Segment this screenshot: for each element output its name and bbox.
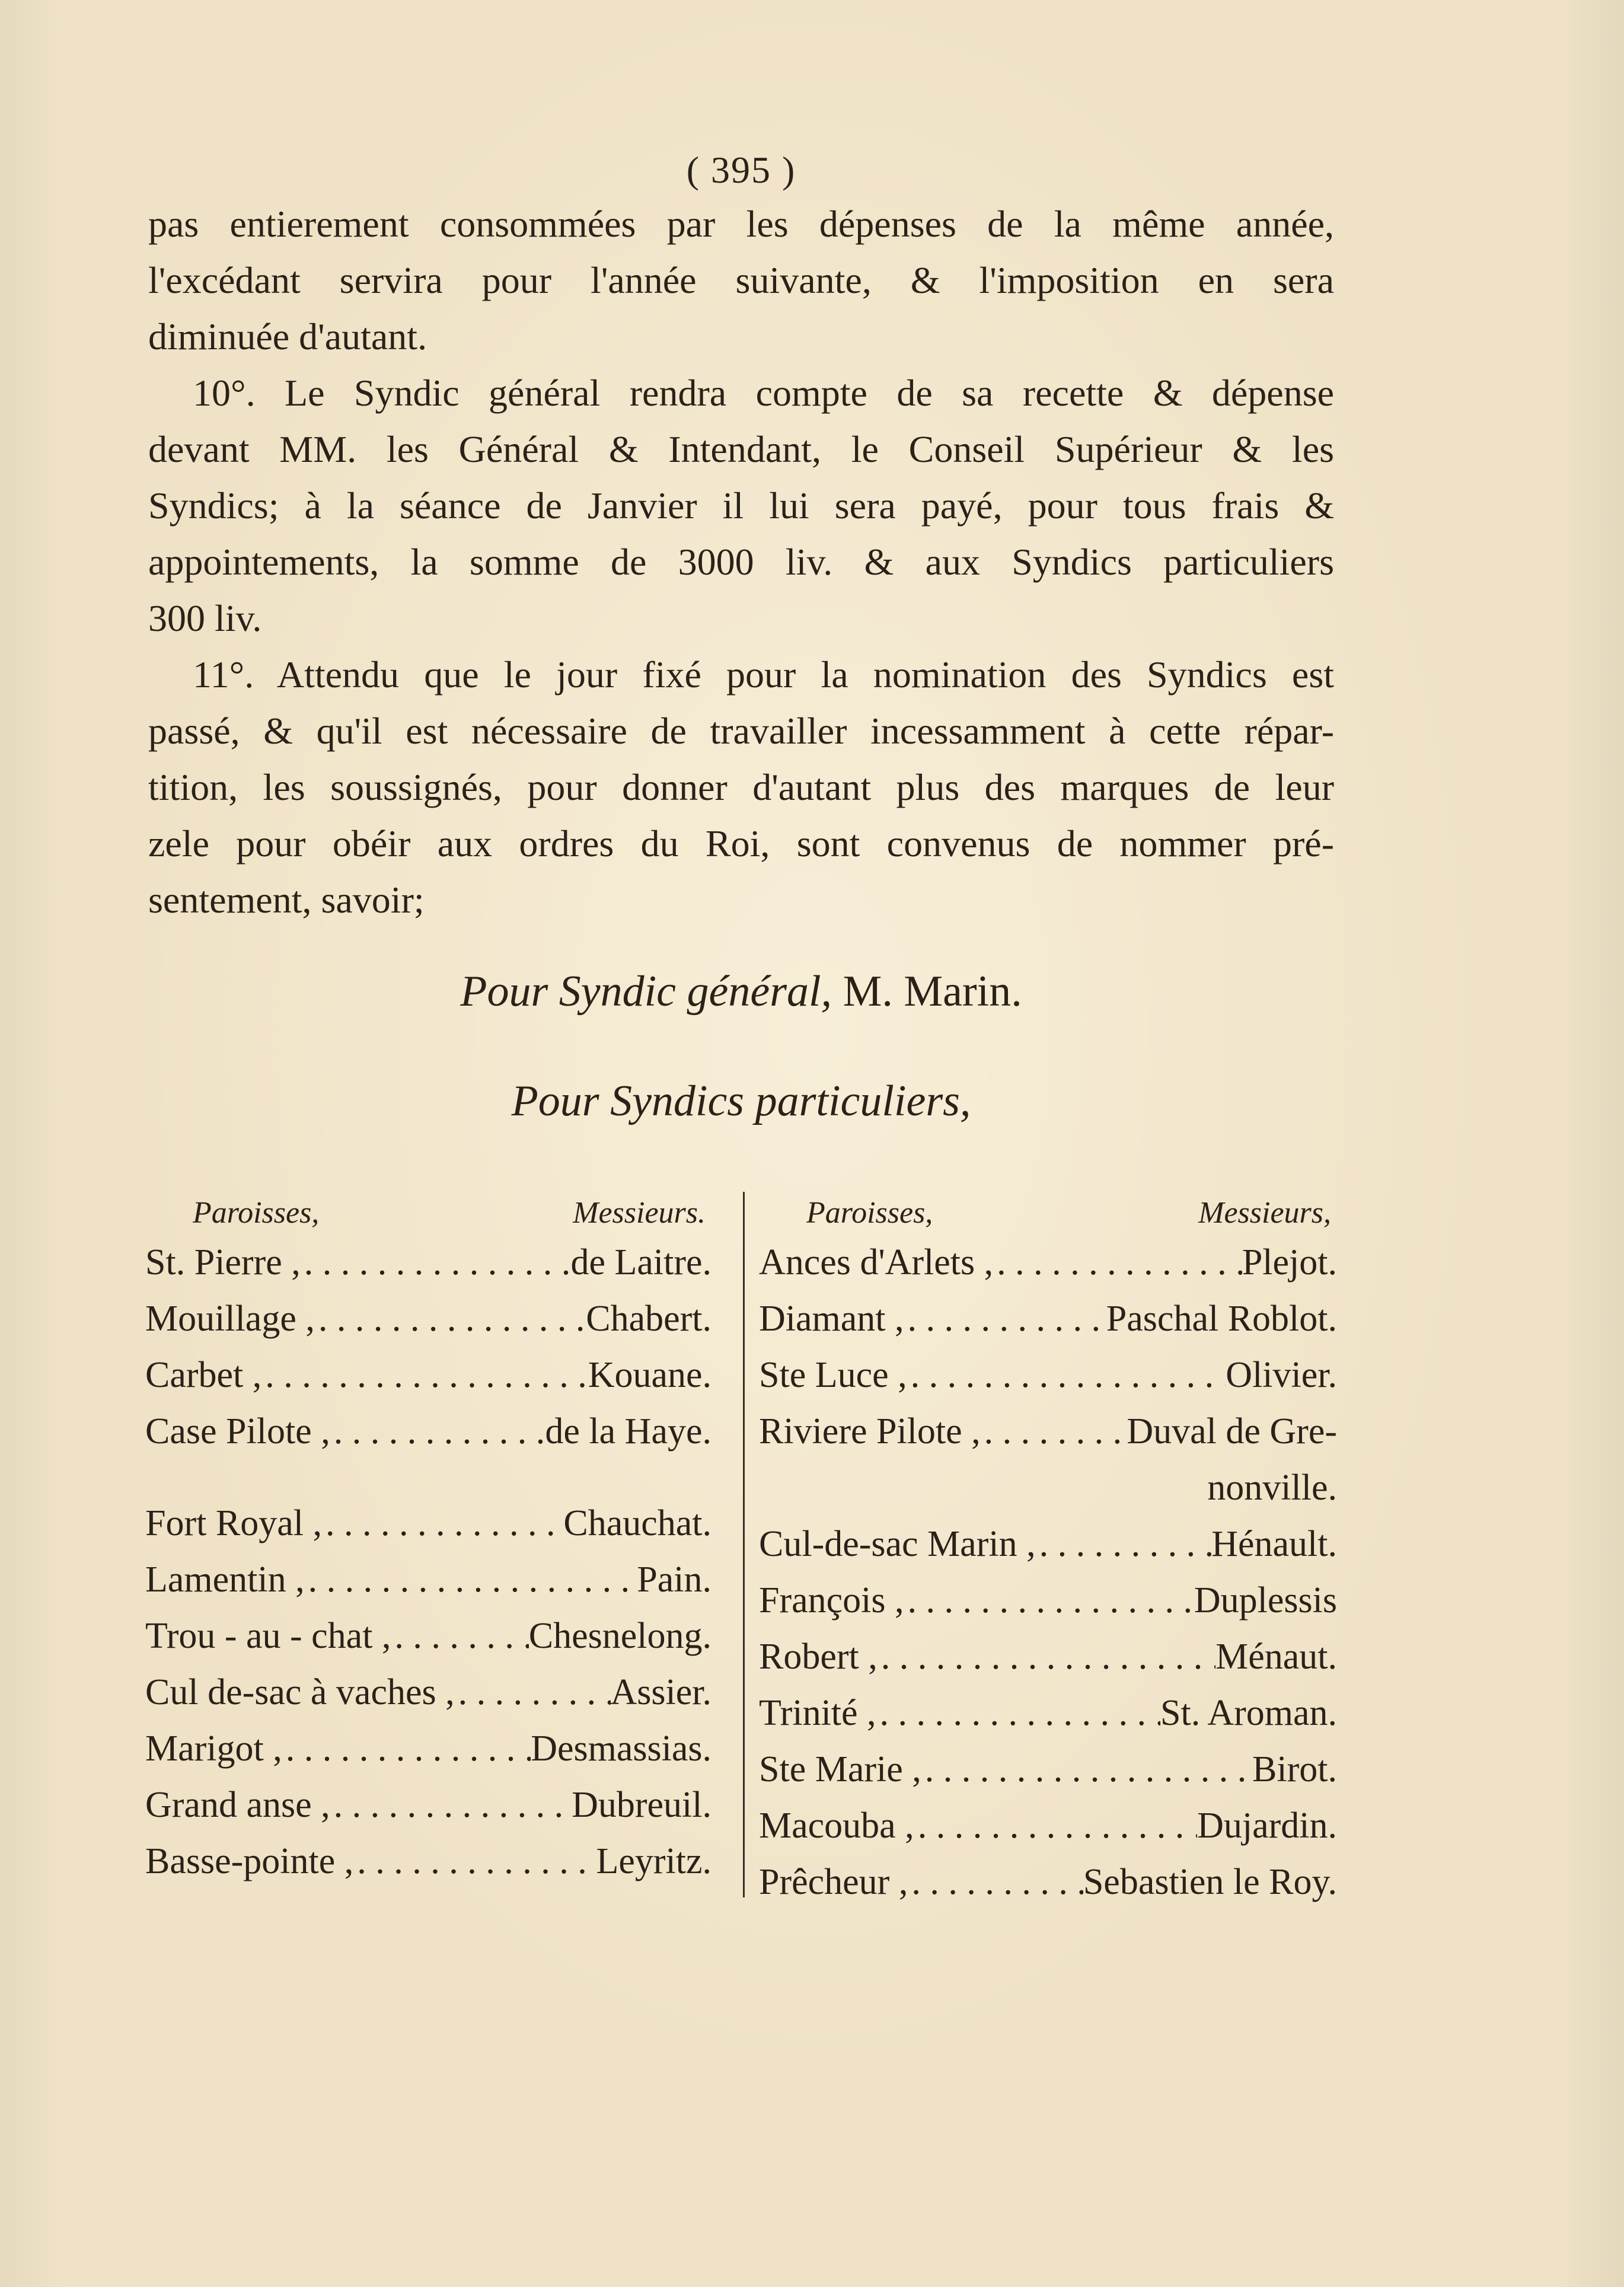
list-item [759,1572,1337,1629]
leader-dots [904,1572,1194,1629]
syndic-name: Birot. [1252,1749,1337,1790]
parish-name: Cul de-sac à vaches , [145,1672,455,1712]
left-column [145,1192,712,1890]
left-column-header [145,1192,712,1235]
text-line: l'excédant servira pour l'année suivante, & l'imposition en sera [148,259,1334,301]
syndic-name: Olivier. [1226,1355,1337,1395]
leader-dots [330,1777,572,1833]
parish-name: Marigot , [145,1728,282,1769]
right-column [759,1192,1337,1910]
leader-dots [907,1347,1226,1404]
list-item [145,1404,712,1460]
parish-name: Case Pilote , [145,1411,330,1452]
syndic-name: Kouane. [588,1355,712,1395]
heading-syndic-general [148,967,1334,1017]
parish-name: Ances d'Arlets , [759,1242,994,1283]
parish-name: Grand anse , [145,1785,330,1825]
syndic-name: Pain. [637,1559,712,1600]
leader-dots [981,1404,1127,1460]
syndic-name: de la Haye. [545,1411,712,1452]
list-item [145,1833,712,1890]
syndic-name: Dujardin. [1197,1806,1337,1846]
list-item [759,1854,1337,1910]
parish-name: Prêcheur , [759,1862,908,1902]
syndic-name: Chabert. [586,1299,712,1339]
header-paroisses: Paroisses, [806,1196,933,1230]
syndic-name: de Laitre. [570,1242,712,1283]
leader-dots [301,1235,571,1291]
parish-name: Cul-de-sac Marin , [759,1524,1036,1564]
text-line: sentement, savoir; [148,879,425,921]
column-divider [743,1192,745,1897]
text-line: 300 liv. [148,597,262,639]
leader-dots [876,1685,1161,1741]
list-item [759,1347,1337,1404]
text-line: 10°. Le Syndic général rendra compte de sa recette & dépense [193,372,1334,414]
text-line: pas entierement consommées par les dépenses de la même année, [148,203,1334,245]
heading-syndic-general-name: M. Marin. [843,967,1022,1016]
list-item [145,1664,712,1721]
leader-dots [353,1833,596,1890]
leader-dots [908,1854,1083,1910]
leader-dots [330,1404,545,1460]
syndic-name: Plejot. [1242,1242,1337,1283]
leader-dots [914,1798,1197,1854]
list-item [759,1629,1337,1685]
list-item [145,1552,712,1608]
leader-dots [282,1721,531,1777]
leader-dots [878,1629,1215,1685]
header-messieurs: Messieurs, [1198,1196,1331,1230]
list-item [759,1685,1337,1741]
list-item [759,1291,1337,1347]
list-item [759,1235,1337,1291]
syndic-name: Hénault. [1211,1524,1337,1564]
heading-syndic-general-label: Pour Syndic général, [460,967,832,1016]
leader-dots [921,1741,1252,1798]
right-column-header [759,1192,1337,1235]
text-line: passé, & qu'il est nécessaire de travailler incessamment à cette répar- [148,710,1334,752]
syndic-name: Leyritz. [596,1841,712,1881]
syndic-name-continuation: nonville. [1207,1468,1337,1508]
list-item [145,1235,712,1291]
heading-syndics-particuliers: Pour Syndics particuliers, [511,1077,971,1125]
parish-name: Fort Royal , [145,1503,322,1543]
leader-dots [315,1291,586,1347]
parish-name: Carbet , [145,1355,262,1395]
parish-name: Ste Marie , [759,1749,921,1790]
parish-name: Ste Luce , [759,1355,907,1395]
parish-name: Diamant , [759,1299,904,1339]
list-item [145,1495,712,1552]
list-item [759,1404,1337,1460]
list-item [145,1347,712,1404]
syndic-name: Duval de Gre- [1127,1411,1337,1452]
body-paragraph [148,196,1334,928]
text-line: diminuée d'autant. [148,315,427,358]
text-line: 11°. Attendu que le jour fixé pour la nomination des Syndics est [193,653,1334,696]
leader-dots [305,1552,637,1608]
parish-name: Macouba , [759,1806,914,1846]
list-item [145,1291,712,1347]
syndic-name: Dubreuil. [572,1785,712,1825]
syndic-name: Sebastien le Roy. [1083,1862,1337,1902]
syndic-name: Assier. [610,1672,712,1712]
text-line: zele pour obéir aux ordres du Roi, sont convenus de nommer pré- [148,822,1334,865]
syndic-name: Chauchat. [563,1503,712,1543]
parish-name: Trinité , [759,1693,876,1733]
parish-name: St. Pierre , [145,1242,301,1283]
syndic-name: St. Aroman. [1160,1693,1337,1733]
text-line: Syndics; à la séance de Janvier il lui sera payé, pour tous frais & [148,484,1334,527]
parish-name: François , [759,1580,904,1621]
parish-name: Lamentin , [145,1559,305,1600]
syndic-name: Duplessis [1194,1580,1337,1621]
list-item [759,1741,1337,1798]
header-paroisses: Paroisses, [193,1196,320,1230]
leader-dots [391,1608,528,1664]
leader-dots [322,1495,563,1552]
syndic-name: Ménaut. [1215,1637,1337,1677]
leader-dots [1036,1516,1212,1572]
header-messieurs: Messieurs. [573,1196,706,1230]
leader-dots [904,1291,1106,1347]
text-line: devant MM. les Général & Intendant, le Conseil Supérieur & les [148,428,1334,470]
list-item [145,1777,712,1833]
syndic-name: Desmassias. [531,1728,712,1769]
leader-dots [993,1235,1242,1291]
parish-name: Riviere Pilote , [759,1411,981,1452]
text-line: tition, les soussignés, pour donner d'autant plus des marques de leur [148,766,1334,808]
leader-dots [261,1347,588,1404]
parish-name: Trou - au - chat , [145,1616,391,1656]
parish-name: Robert , [759,1637,878,1677]
leader-dots [455,1664,611,1721]
page-number: ( 395 ) [686,149,796,191]
parish-name: Basse-pointe , [145,1841,354,1881]
text-line: appointements, la somme de 3000 liv. & aux Syndics particuliers [148,541,1334,583]
syndic-name: Paschal Roblot. [1106,1299,1337,1339]
list-item [759,1798,1337,1854]
list-item [145,1721,712,1777]
list-item [145,1608,712,1664]
list-item [759,1516,1337,1572]
parish-name: Mouillage , [145,1299,315,1339]
syndic-name: Chesnelong. [528,1616,712,1656]
